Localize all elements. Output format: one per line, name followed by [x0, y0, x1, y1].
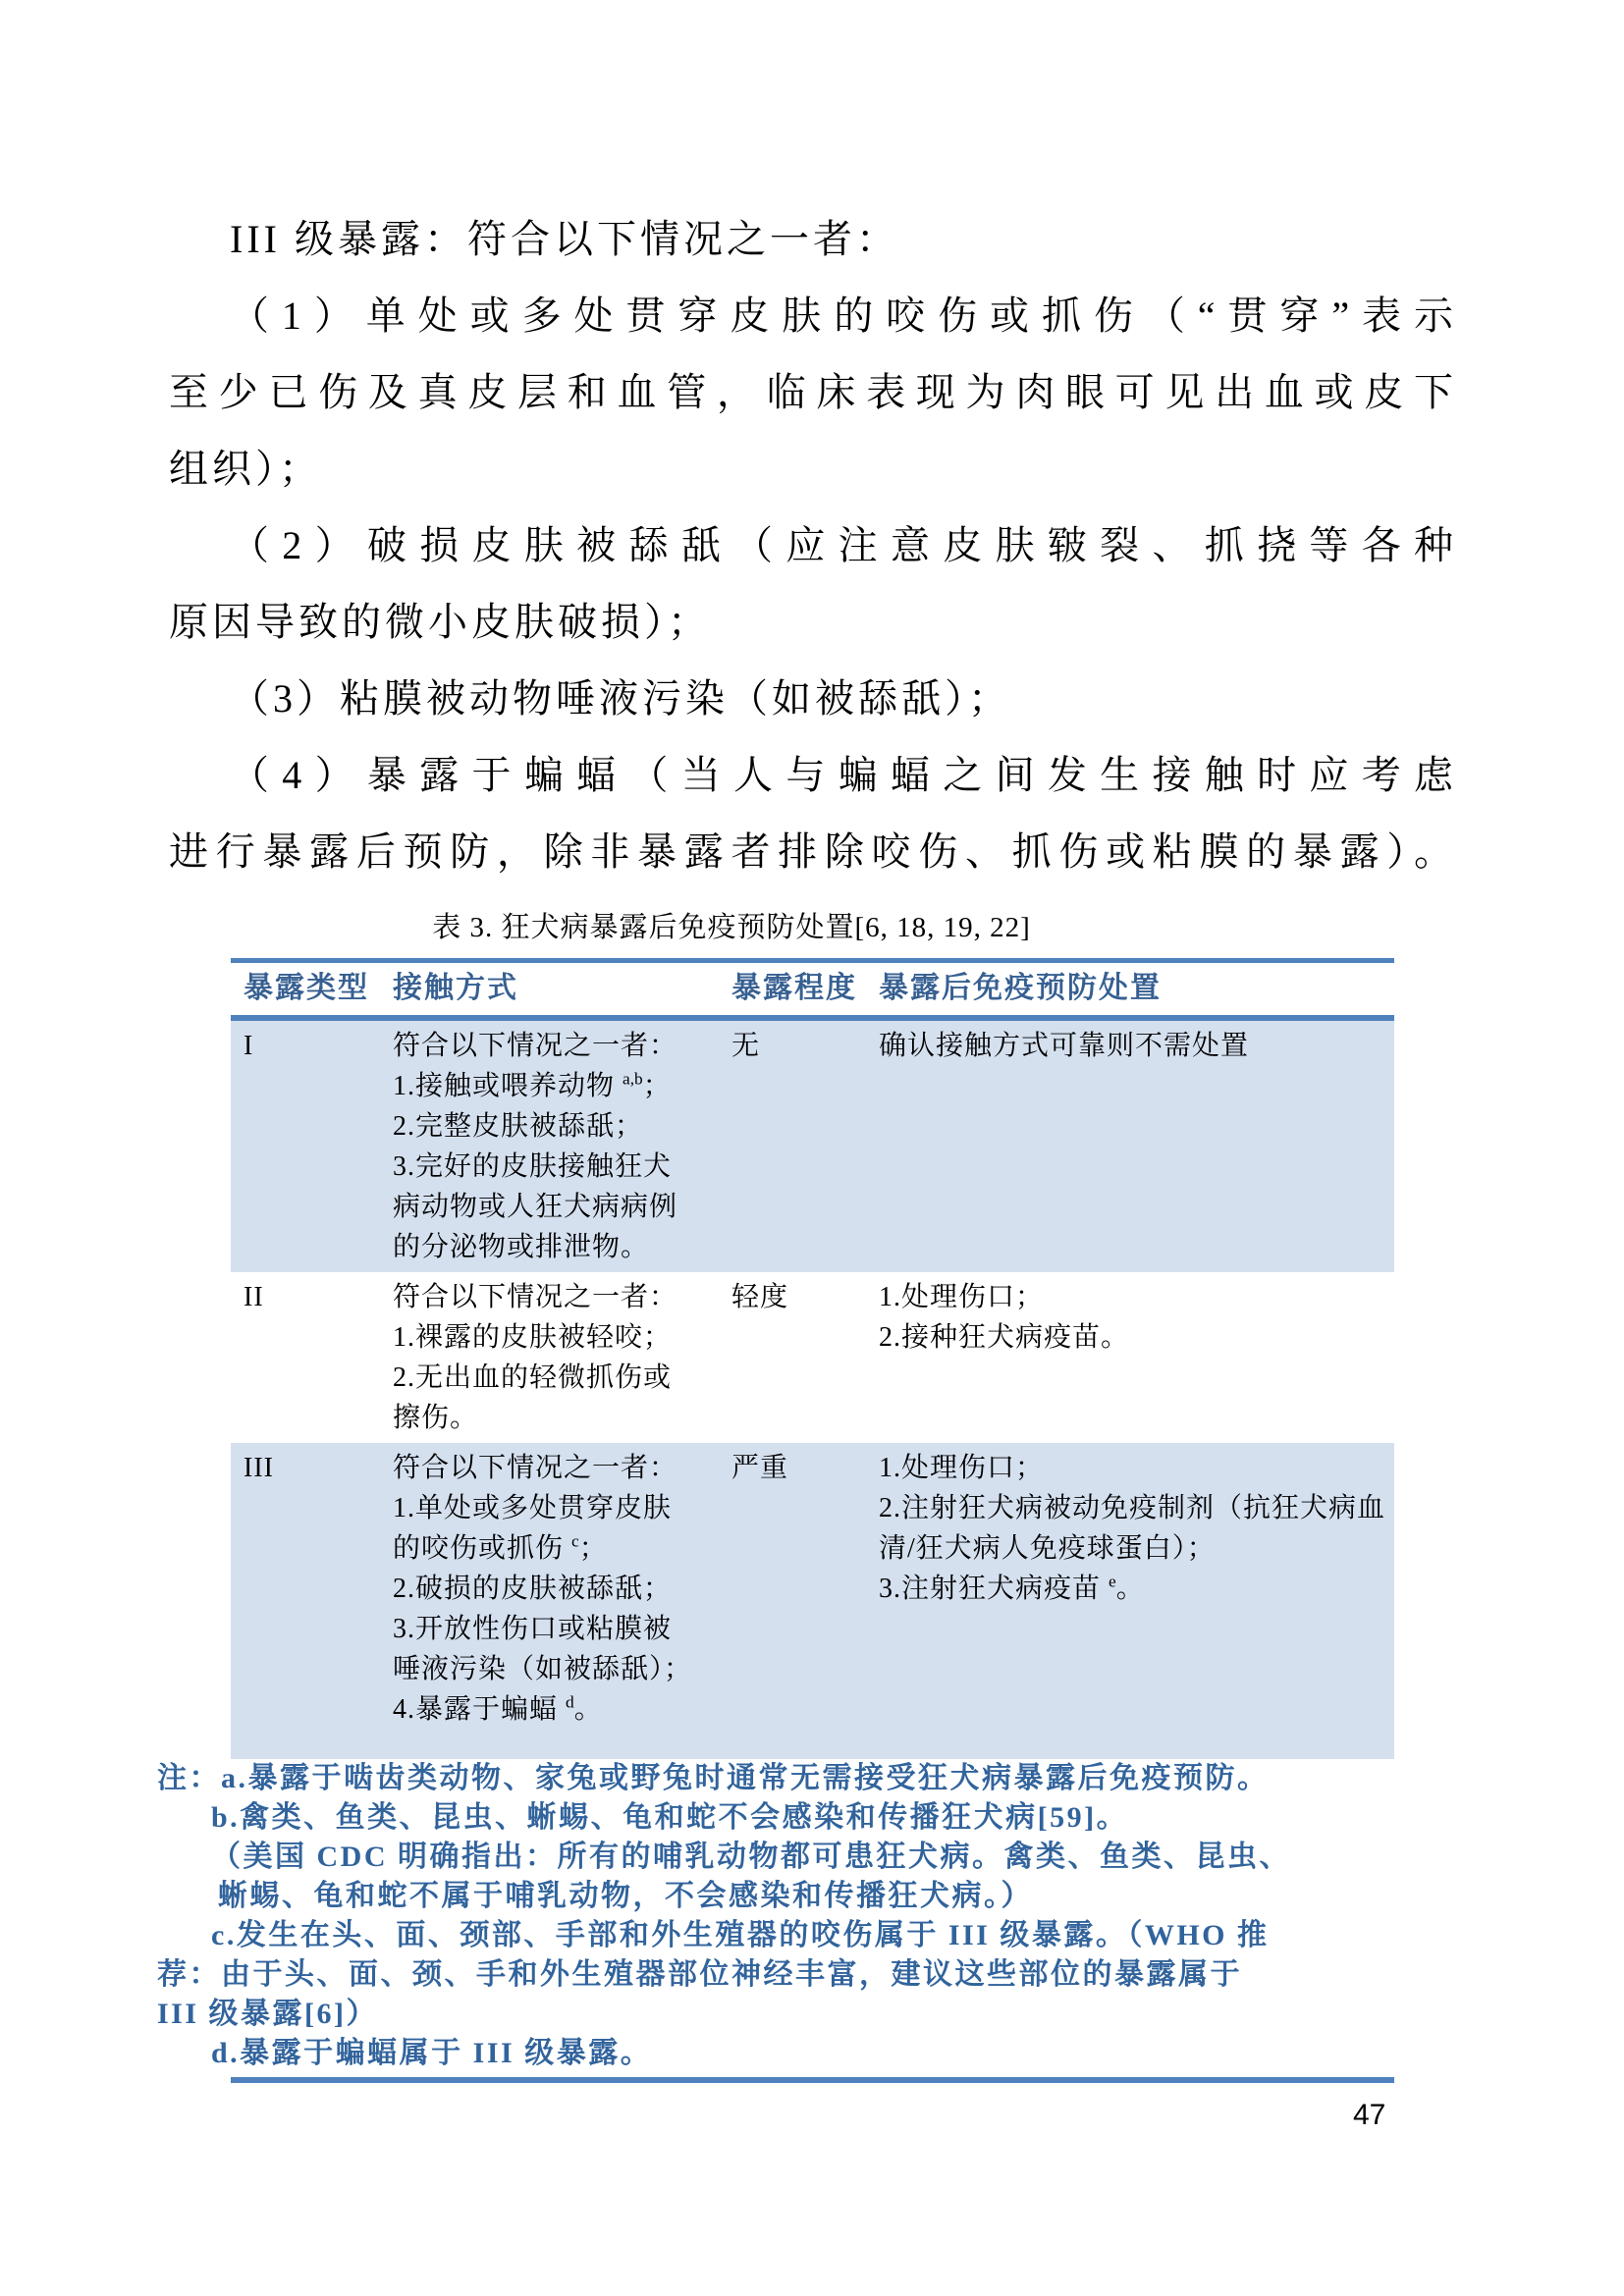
- table-header-row: [231, 958, 1394, 1021]
- body-line: 至少已伤及真皮层和血管，临床表现为肉眼可见出血或皮下: [169, 370, 1457, 414]
- exposure-table: [157, 958, 1434, 2083]
- contact-line: 唾液污染（如被舔舐）；: [393, 1654, 693, 1684]
- table-row: [231, 1021, 1394, 1272]
- cell-disposal: [879, 1448, 1394, 1730]
- note-line: III 级暴露[6]）: [157, 1998, 379, 2030]
- cell-exposure-type: I: [244, 1031, 254, 1061]
- contact-line: 2.无出血的轻微抓伤或: [393, 1362, 673, 1393]
- table-bottom-border: [231, 2077, 1394, 2083]
- note-line: 荐：由于头、面、颈、手和外生殖器部位神经丰富，建议这些部位的暴露属于: [157, 1958, 1242, 1991]
- table-caption: 表 3. 狂犬病暴露后免疫预防处置[6, 18, 19, 22]: [432, 912, 1031, 943]
- footnote-marker: a,b: [623, 1069, 643, 1089]
- disposal-line: 1.处理伤口；: [879, 1282, 1045, 1312]
- table-body: [157, 1021, 1434, 1759]
- contact-line: 2.破损的皮肤被舔舐；: [393, 1574, 673, 1604]
- cell-contact-mode: [393, 1448, 731, 1730]
- body-paragraphs: [169, 201, 1457, 890]
- body-line: III 级暴露：符合以下情况之一者：: [230, 217, 899, 261]
- disposal-line: 3.注射狂犬病疫苗 $^e$。: [879, 1572, 1145, 1604]
- contact-line: 符合以下情况之一者：: [393, 1031, 678, 1061]
- cell-exposure-degree: 严重: [731, 1453, 789, 1483]
- note-line: c.发生在头、面、颈部、手部和外生殖器的咬伤属于 III 级暴露。（WHO 推: [211, 1919, 1270, 1951]
- footnote-marker: d: [566, 1692, 574, 1712]
- cell-disposal: [879, 1026, 1394, 1267]
- contact-line: 1.单处或多处贯穿皮肤: [393, 1493, 673, 1523]
- cell-exposure-degree: 无: [731, 1031, 761, 1061]
- disposal-line: 2.接种狂犬病疫苗。: [879, 1322, 1130, 1353]
- cell-contact-mode: [393, 1277, 731, 1438]
- header-exposure-type: 暴露类型: [244, 972, 369, 1004]
- body-line: 进行暴露后预防，除非暴露者排除咬伤、抓伤或粘膜的暴露）。: [169, 829, 1457, 874]
- body-line: （2）破损皮肤被舔舐（应注意皮肤皲裂、抓挠等各种: [230, 523, 1457, 567]
- cell-exposure-type: II: [244, 1282, 264, 1312]
- disposal-line: 2.注射狂犬病被动免疫制剂（抗狂犬病血: [879, 1493, 1386, 1523]
- cell-exposure-type: III: [244, 1453, 274, 1483]
- contact-line: 擦伤。: [393, 1403, 479, 1433]
- contact-line: 3.开放性伤口或粘膜被: [393, 1614, 673, 1644]
- body-line: （3）粘膜被动物唾液污染（如被舔舐）；: [230, 676, 1011, 721]
- contact-line: 1.裸露的皮肤被轻咬；: [393, 1322, 673, 1353]
- contact-line: 符合以下情况之一者：: [393, 1453, 678, 1483]
- disposal-line: 1.处理伤口；: [879, 1453, 1045, 1483]
- header-contact-mode: 接触方式: [393, 972, 518, 1004]
- contact-line: 的咬伤或抓伤 $^c$；: [393, 1531, 608, 1564]
- contact-line: 1.接触或喂养动物 $^{a,b}$；: [393, 1069, 672, 1101]
- body-line: （4）暴露于蝙蝠（当人与蝙蝠之间发生接触时应考虑: [230, 753, 1457, 797]
- note-line: 注：a.暴露于啮齿类动物、家兔或野兔时通常无需接受狂犬病暴露后免疫预防。: [157, 1762, 1270, 1794]
- header-exposure-degree: 暴露程度: [731, 972, 857, 1004]
- table-row: [231, 1443, 1394, 1759]
- table-notes: [157, 1759, 1434, 2073]
- footnote-marker: c: [571, 1531, 579, 1551]
- contact-line: 2.完整皮肤被舔舐；: [393, 1111, 644, 1142]
- contact-line: 病动物或人狂犬病病例: [393, 1192, 678, 1222]
- table-row: [231, 1272, 1394, 1443]
- body-line: （1）单处或多处贯穿皮肤的咬伤或抓伤（“贯穿”表示: [230, 294, 1457, 338]
- cell-exposure-degree: 轻度: [731, 1282, 789, 1312]
- disposal-line: 清/狂犬病人免疫球蛋白）；: [879, 1533, 1216, 1564]
- cell-disposal: [879, 1277, 1394, 1438]
- note-line: d.暴露于蝙蝠属于 III 级暴露。: [211, 2037, 653, 2069]
- contact-line: 符合以下情况之一者：: [393, 1282, 678, 1312]
- note-line: 蜥蜴、龟和蛇不属于哺乳动物，不会感染和传播狂犬病。）: [218, 1880, 1033, 1912]
- contact-line: 的分泌物或排泄物。: [393, 1232, 650, 1262]
- page-number: 47: [1353, 2099, 1386, 2131]
- contact-line: 3.完好的皮肤接触狂犬: [393, 1151, 673, 1182]
- body-line: 组织）；: [169, 447, 322, 491]
- cell-contact-mode: [393, 1026, 731, 1267]
- body-line: 原因导致的微小皮肤破损）；: [169, 600, 711, 644]
- note-line: b.禽类、鱼类、昆虫、蜥蜴、龟和蛇不会感染和传播狂犬病[59]。: [211, 1801, 1129, 1834]
- contact-line: 4.暴露于蝙蝠 $^d$。: [393, 1692, 603, 1725]
- note-line: （美国 CDC 明确指出：所有的哺乳动物都可患狂犬病。禽类、鱼类、昆虫、: [211, 1841, 1291, 1873]
- header-post-exposure-disposal: 暴露后免疫预防处置: [879, 972, 1162, 1004]
- disposal-line: 确认接触方式可靠则不需处置: [879, 1031, 1250, 1061]
- footnote-marker: e: [1109, 1572, 1116, 1591]
